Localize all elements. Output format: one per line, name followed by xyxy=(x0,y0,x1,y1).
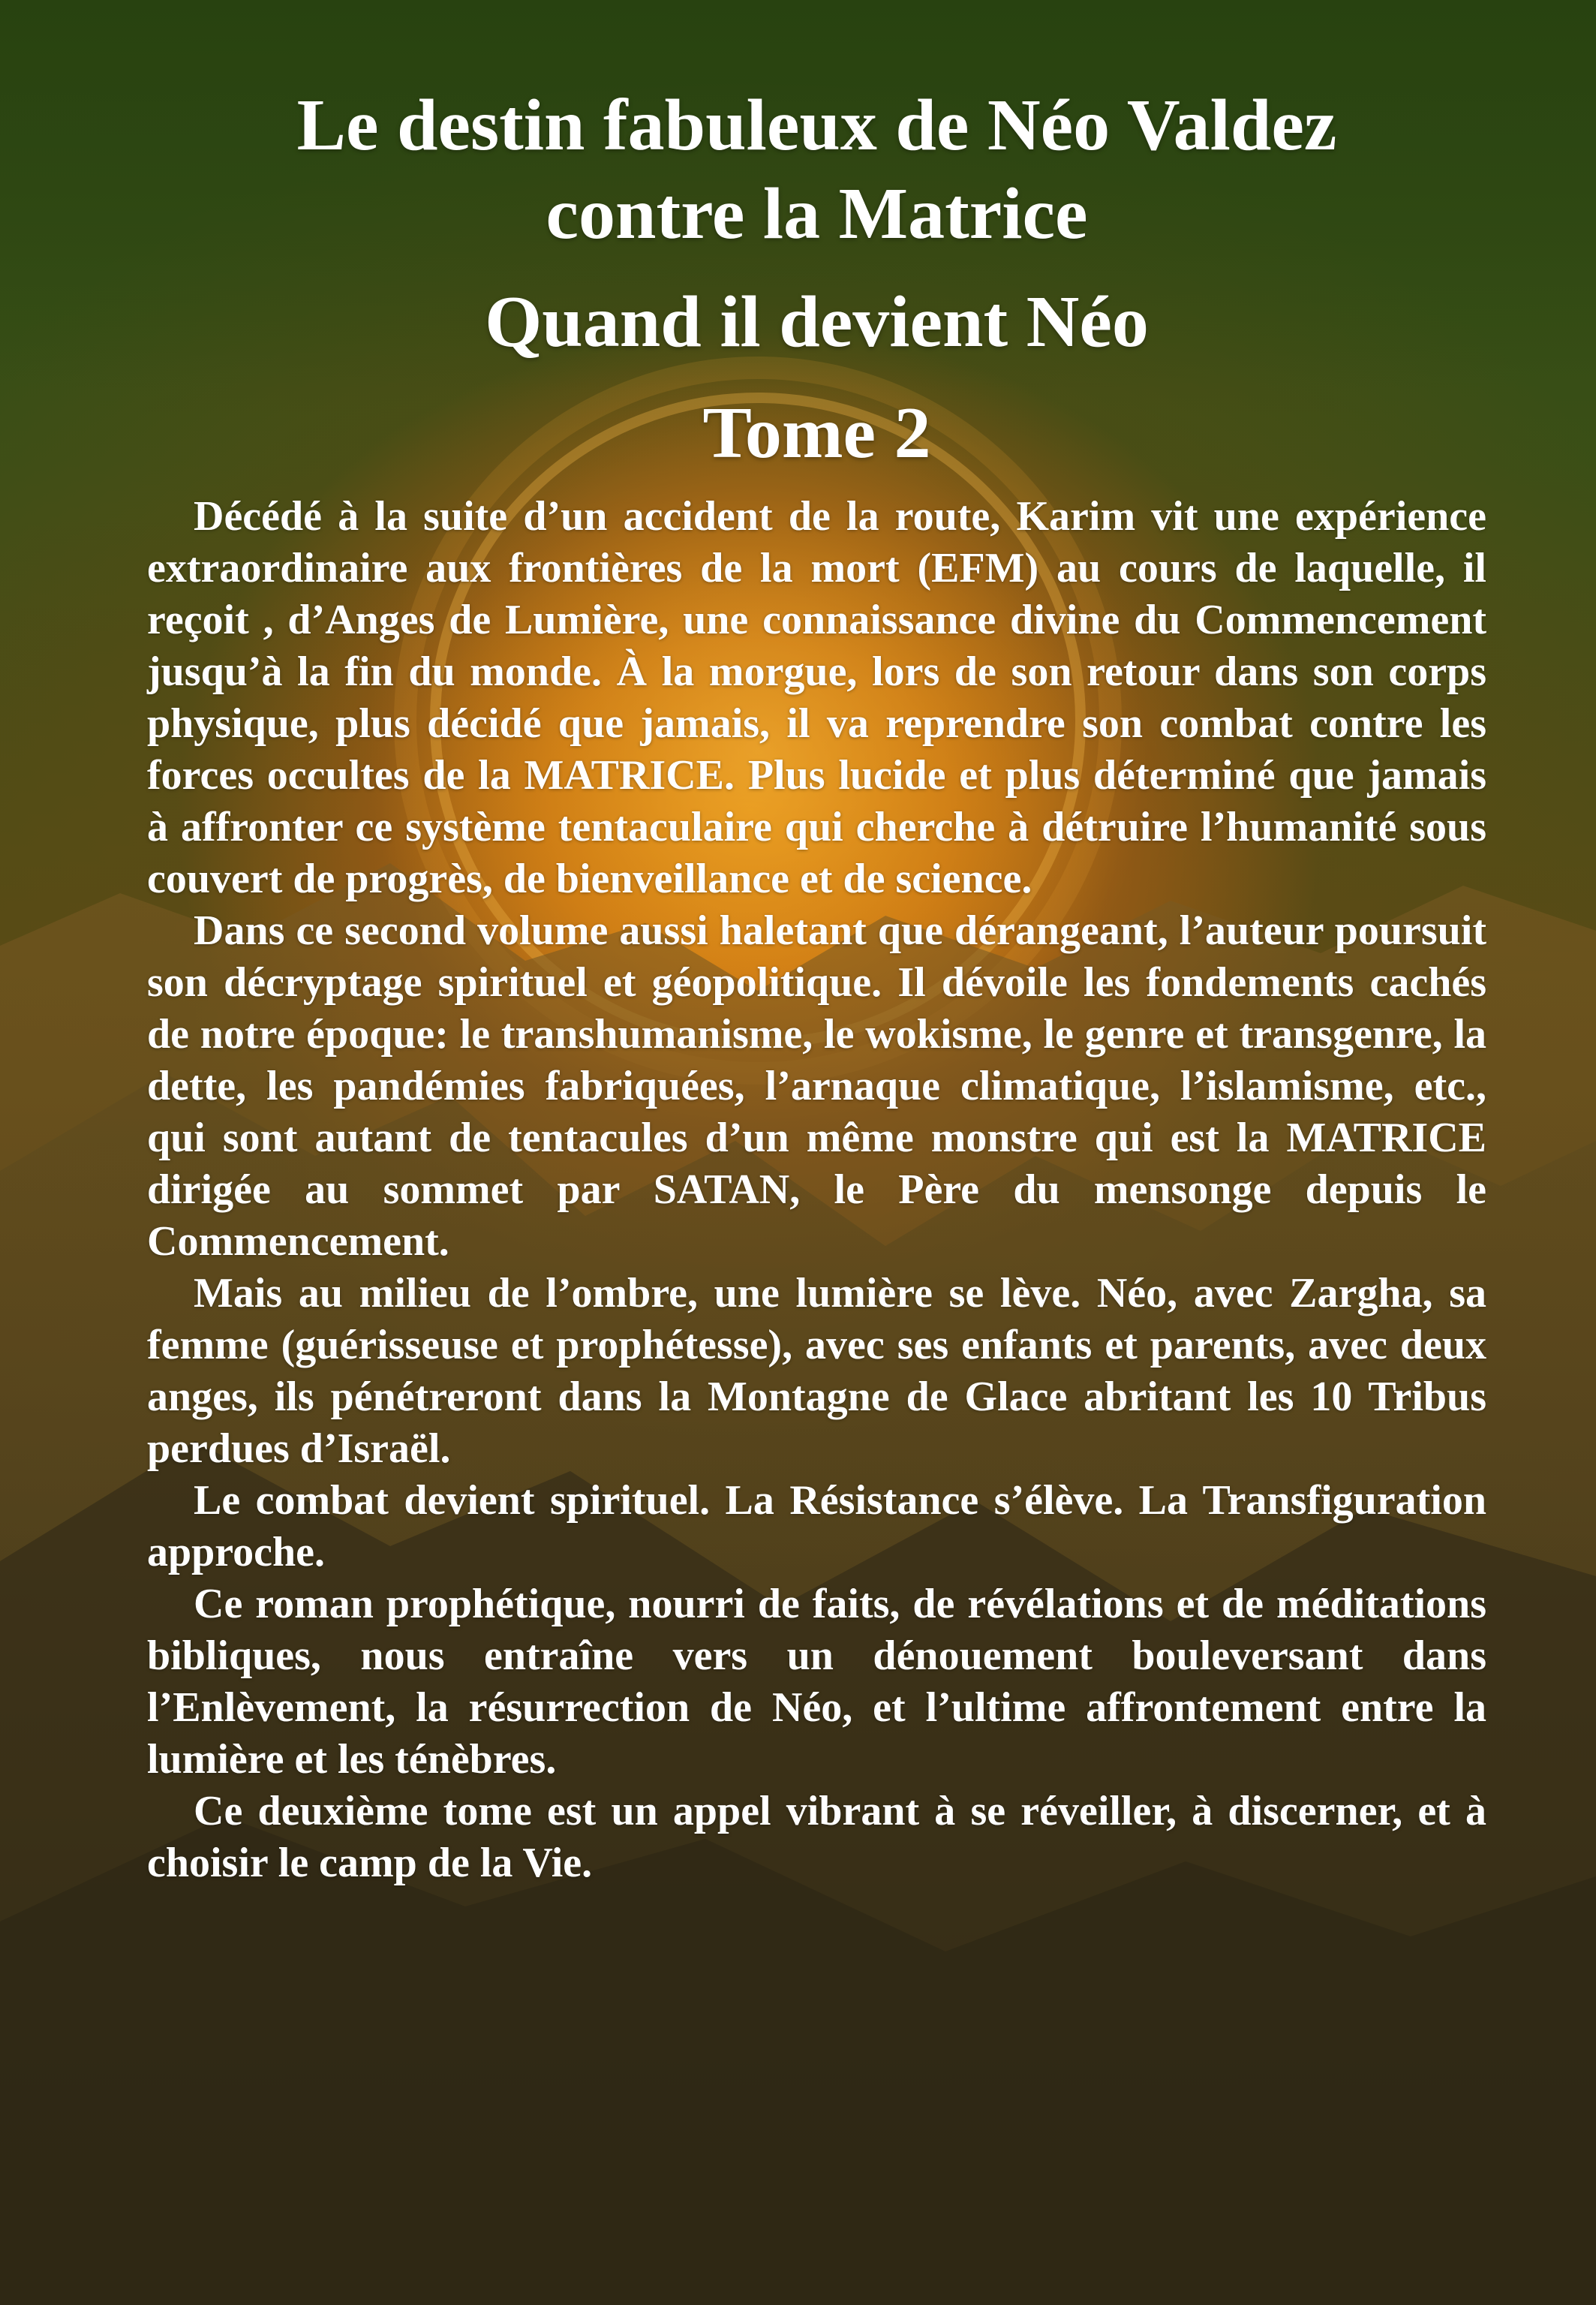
synopsis-paragraph-3: Mais au milieu de l’ombre, une lumière se lève. Néo, avec Zargha, sa femme (guérisseuse et prophétesse), avec ses enfants et parents, avec deux anges, ils pénétreront dans la Montagne de Glace abritant les 10 Tribus perdues d’Israël. xyxy=(147,1270,1486,1472)
synopsis-paragraph-4: Le combat devient spirituel. La Résistance s’élève. La Transfiguration approche. xyxy=(147,1477,1486,1575)
synopsis xyxy=(147,491,1486,1889)
synopsis-paragraph-1: Décédé à la suite d’un accident de la route, Karim vit une expérience extraordinaire aux frontières de la mort (EFM) au cours de laquelle, il reçoit , d’Anges de Lumière, une connaissance divine du Commencement jusqu’à la fin du monde. À la morgue, lors de son retour dans son corps physique, plus décidé que jamais, il va reprendre son combat contre les forces occultes de la MATRICE. Plus lucide et plus déterminé que jamais à affronter ce système tentaculaire qui cherche à détruire l’humanité sous couvert de progrès, de bienveillance et de science. xyxy=(147,493,1486,902)
title-line-2: contre la Matrice xyxy=(546,173,1088,254)
synopsis-paragraph-2: Dans ce second volume aussi haletant que dérangeant, l’auteur poursuit son décryptage spirituel et géopolitique. Il dévoile les fondements cachés de notre époque: le transhumanisme, le wokisme, le genre et transgenre, la dette, les pandémies fabriquées, l’arnaque climatique, l’islamisme, etc., qui sont autant de tentacules d’un même monstre qui est la MATRICE dirigée au sommet par SATAN, le Père du mensonge depuis le Commencement. xyxy=(147,907,1486,1265)
volume-label: Tome 2 xyxy=(702,393,931,474)
synopsis-paragraph-5: Ce roman prophétique, nourri de faits, de révélations et de méditations bibliques, nous entraîne vers un dénouement bouleversant dans l’Enlèvement, la résurrection de Néo, et l’ultime affrontement entre la lumière et les ténèbres. xyxy=(147,1581,1486,1783)
cover-text-block xyxy=(147,68,1486,1889)
title-line-1: Le destin fabuleux de Néo Valdez xyxy=(296,85,1337,166)
book-subtitle: Quand il devient Néo xyxy=(485,281,1149,363)
synopsis-paragraph-6: Ce deuxième tome est un appel vibrant à se réveiller, à discerner, et à choisir le camp de la Vie. xyxy=(147,1788,1486,1886)
book-title xyxy=(147,81,1486,258)
